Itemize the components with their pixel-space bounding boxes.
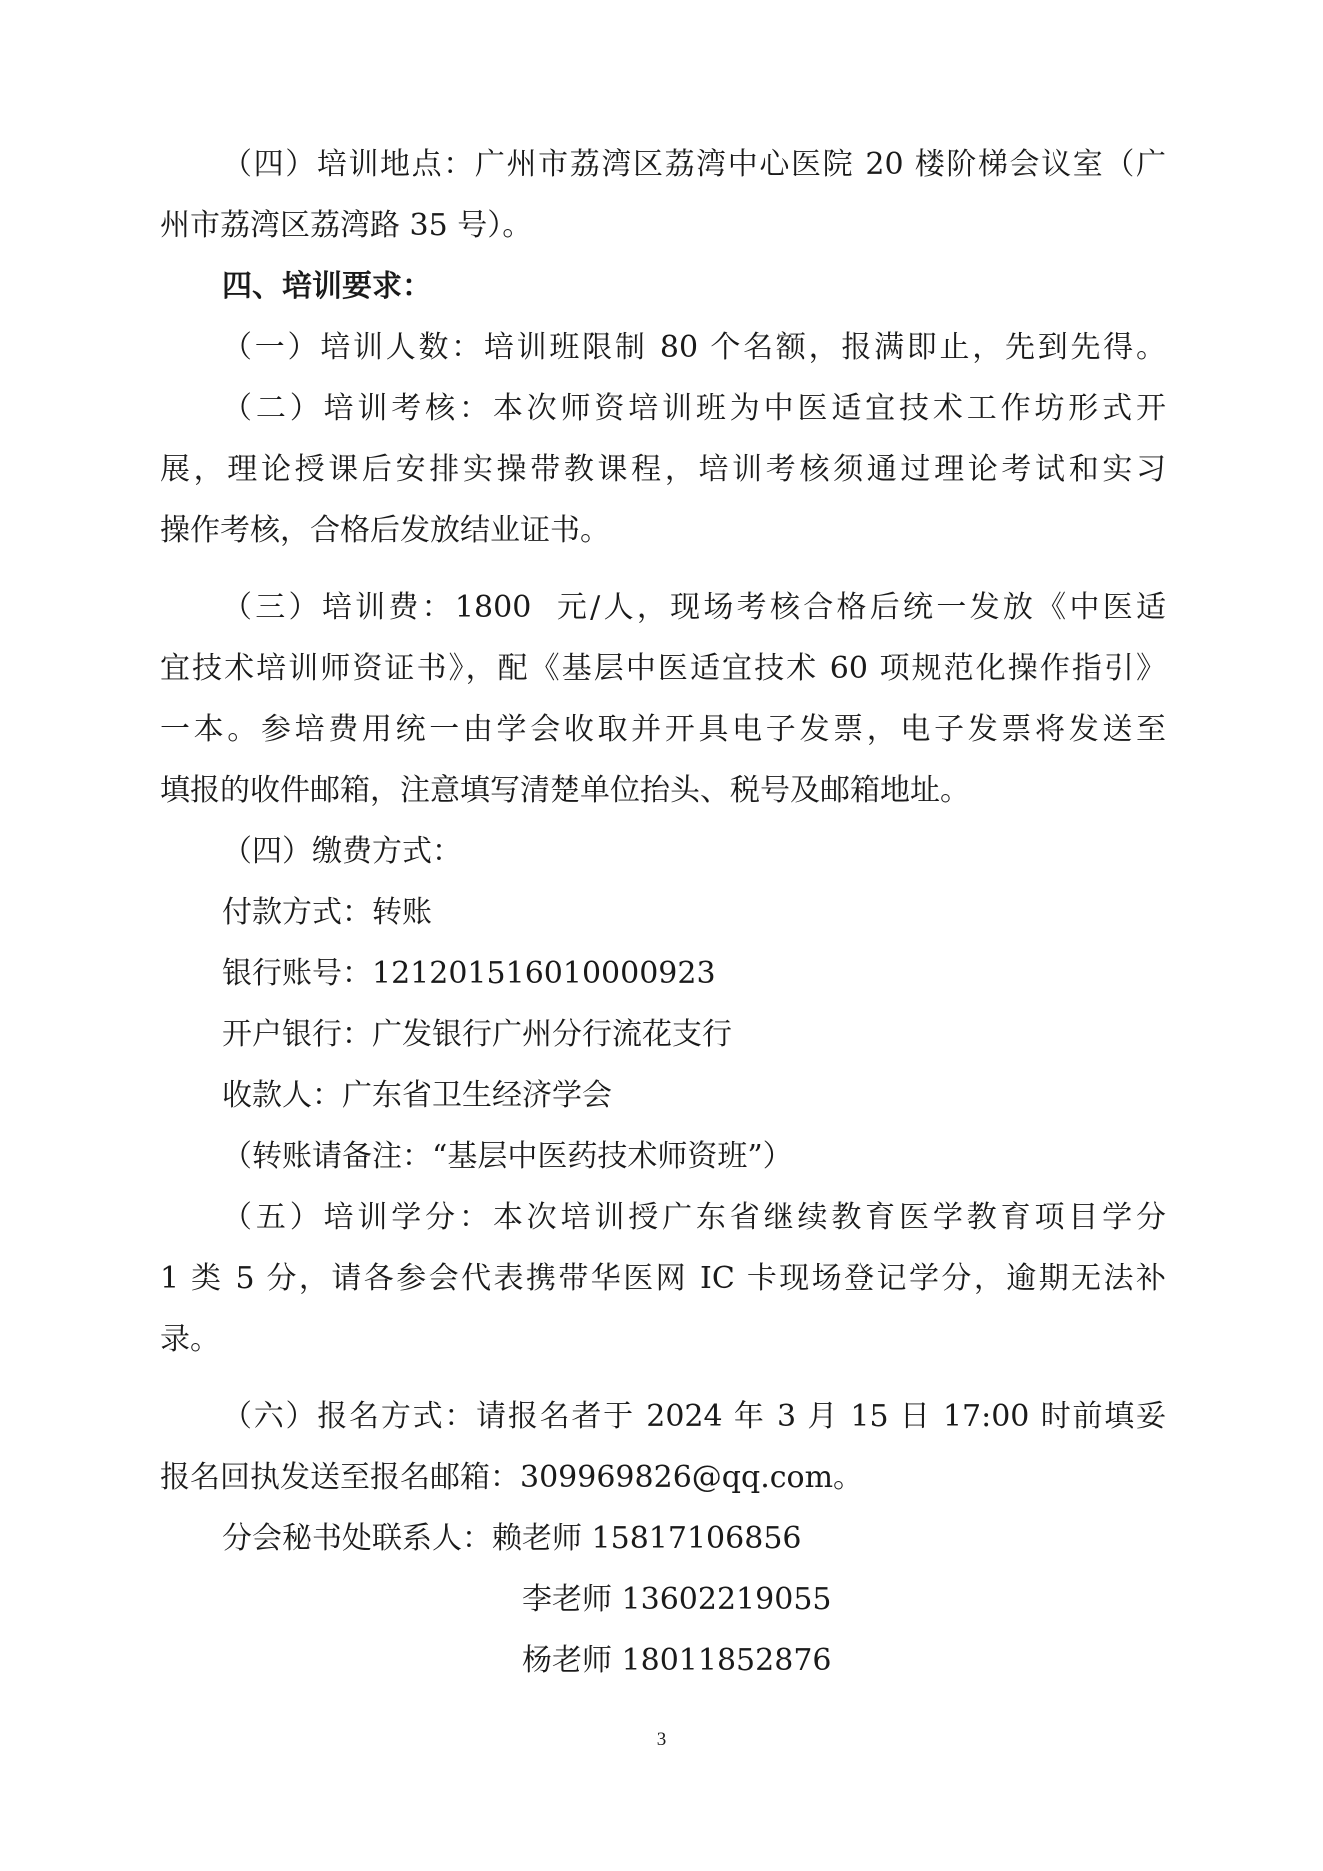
section-heading-training-requirements: 四、培训要求：: [222, 269, 432, 304]
credits-line-1: （五）培训学分：本次培训授广东省继续教育医学教育项目学分: [222, 1200, 1166, 1235]
page-number: 3: [656, 1729, 667, 1750]
contact-person-2: 李老师 13602219055: [522, 1582, 832, 1617]
assessment-line-2: 展，理论授课后安排实操带教课程，培训考核须通过理论考试和实习: [160, 452, 1166, 487]
registration-line-2: 报名回执发送至报名邮箱：309969826@qq.com。: [160, 1460, 864, 1495]
credits-line-3: 录。: [160, 1322, 220, 1357]
participants-paragraph: （一）培训人数：培训班限制 80 个名额，报满即止，先到先得。: [222, 330, 1166, 365]
bank-account: 银行账号：121201516010000923: [222, 956, 716, 991]
fee-line-3: 一本。参培费用统一由学会收取并开具电子发票，电子发票将发送至: [160, 712, 1166, 747]
assessment-line-3: 操作考核，合格后发放结业证书。: [160, 513, 610, 548]
contact-person-3: 杨老师 18011852876: [522, 1643, 832, 1678]
fee-line-2: 宜技术培训师资证书》，配《基层中医适宜技术 60 项规范化操作指引》: [160, 651, 1166, 686]
credits-line-2: 1 类 5 分，请各参会代表携带华医网 IC 卡现场登记学分，逾期无法补: [160, 1261, 1166, 1296]
paragraph-gap: [160, 1370, 1166, 1386]
registration-line-1: （六）报名方式：请报名者于 2024 年 3 月 15 日 17:00 时前填妥: [222, 1399, 1166, 1434]
training-location-line-2: 州市荔湾区荔湾路 35 号）。: [160, 208, 533, 243]
fee-line-1: （三）培训费：1800 元/人，现场考核合格后统一发放《中医适: [222, 590, 1166, 625]
document-body: [160, 134, 1166, 1691]
bank-name: 开户银行：广发银行广州分行流花支行: [222, 1017, 732, 1052]
fee-line-4: 填报的收件邮箱，注意填写清楚单位抬头、税号及邮箱地址。: [160, 773, 970, 808]
assessment-line-1: （二）培训考核：本次师资培训班为中医适宜技术工作坊形式开: [222, 391, 1166, 426]
paragraph-gap: [160, 561, 1166, 577]
payee: 收款人：广东省卫生经济学会: [222, 1078, 612, 1113]
training-location-line-1: （四）培训地点：广州市荔湾区荔湾中心医院 20 楼阶梯会议室（广: [222, 147, 1166, 182]
contact-person-1: 分会秘书处联系人：赖老师 15817106856: [222, 1521, 802, 1556]
payment-method-title: （四）缴费方式：: [222, 834, 462, 869]
payment-method: 付款方式：转账: [222, 895, 432, 930]
transfer-note: （转账请备注：“基层中医药技术师资班”）: [222, 1139, 793, 1174]
